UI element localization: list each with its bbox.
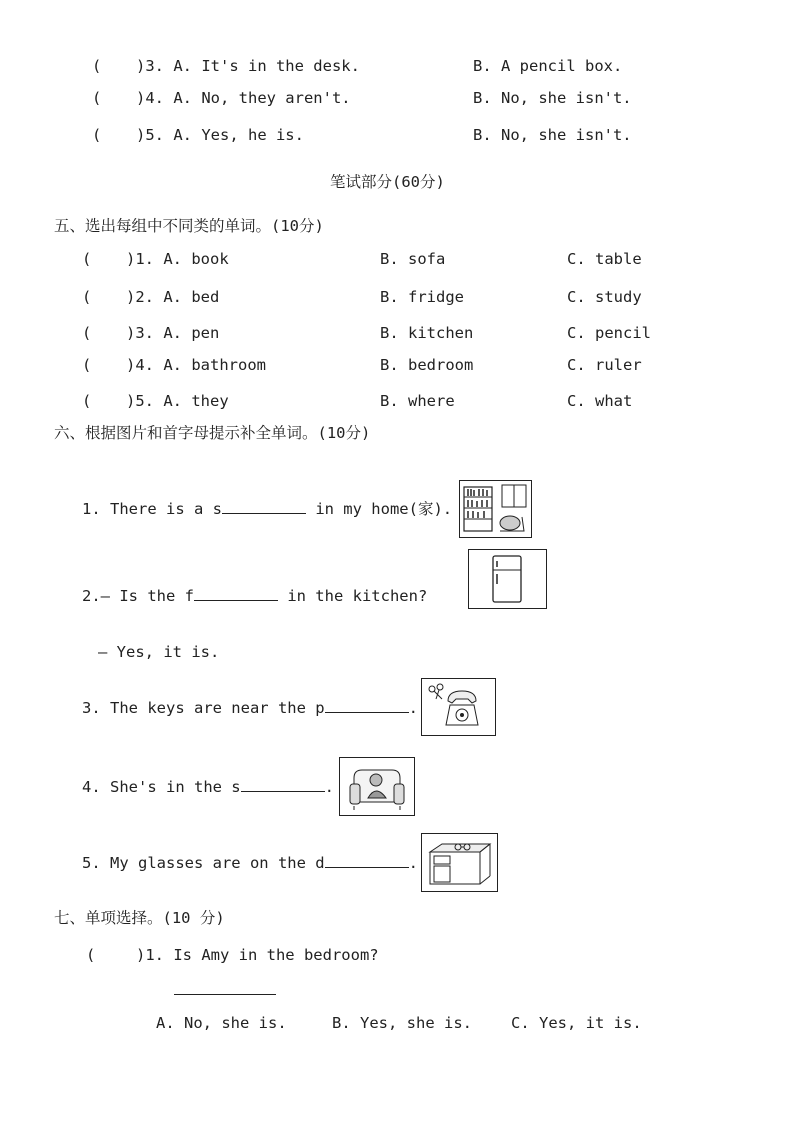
s5-q4-a: )4. A. bathroom (126, 356, 266, 374)
s5-q2-c: C. study (567, 288, 642, 306)
s6-q3-suffix: . (408, 699, 418, 717)
s7-paren-1: ( (86, 946, 96, 964)
s6-q5-suffix: . (408, 854, 418, 872)
section6-title: 六、根据图片和首字母提示补全单词。(10分) (54, 424, 371, 442)
s6-q2-suffix: in the kitchen? (277, 587, 428, 605)
listening-q5-b: B. No, she isn't. (473, 126, 632, 144)
s6-q3 (82, 698, 418, 718)
s6-q5 (82, 853, 418, 873)
s5-q2-b: B. fridge (380, 288, 464, 306)
s6-q4-blank[interactable] (241, 777, 325, 792)
s6-q1-blank[interactable] (222, 499, 306, 514)
s6-q1-prompt: 1. There is a s (82, 500, 222, 518)
s7-option-b: B. Yes, she is. (332, 1014, 472, 1032)
s6-q1-suffix: in my home(家). (305, 500, 453, 518)
s6-q4-suffix: . (324, 778, 334, 796)
s5-q5-b: B. where (380, 392, 455, 410)
s6-q3-blank[interactable] (325, 698, 409, 713)
fridge-picture (468, 549, 547, 609)
s5-paren-5: ( (82, 392, 92, 410)
s5-q1-c: C. table (567, 250, 642, 268)
s5-q4-b: B. bedroom (380, 356, 474, 374)
s5-q3-a: )3. A. pen (126, 324, 220, 342)
s7-option-c: C. Yes, it is. (511, 1014, 642, 1032)
s5-q3-c: C. pencil (567, 324, 651, 342)
s6-q2-blank[interactable] (194, 586, 278, 601)
section5-title: 五、选出每组中不同类的单词。(10分) (54, 217, 324, 235)
listening-q4-b: B. No, she isn't. (473, 89, 632, 107)
listening-q5-a: )5. A. Yes, he is. (136, 126, 304, 144)
s5-paren-3: ( (82, 324, 92, 342)
s5-q3-b: B. kitchen (380, 324, 474, 342)
listening-q3-a: )3. A. It's in the desk. (136, 57, 360, 75)
s5-q5-a: )5. A. they (126, 392, 229, 410)
s7-option-a: A. No, she is. (156, 1014, 287, 1032)
s6-q3-prompt: 3. The keys are near the p (82, 699, 325, 717)
listening-paren-3: ( (92, 57, 102, 75)
listening-q3-b: B. A pencil box. (473, 57, 623, 75)
study-room-picture (459, 480, 532, 538)
s7-q1: )1. Is Amy in the bedroom? (136, 946, 379, 964)
s5-paren-4: ( (82, 356, 92, 374)
phone-picture (421, 678, 496, 736)
s5-paren-1: ( (82, 250, 92, 268)
s5-paren-2: ( (82, 288, 92, 306)
s6-q4-prompt: 4. She's in the s (82, 778, 241, 796)
s6-q2 (82, 586, 427, 606)
s6-q2-prompt: 2.— Is the f (82, 587, 194, 605)
s6-q5-prompt: 5. My glasses are on the d (82, 854, 325, 872)
written-part-title: 笔试部分(60分) (330, 173, 445, 191)
s5-q1-a: )1. A. book (126, 250, 229, 268)
listening-q4-a: )4. A. No, they aren't. (136, 89, 351, 107)
s5-q4-c: C. ruler (567, 356, 642, 374)
s6-q5-blank[interactable] (325, 853, 409, 868)
s6-q2-answer: — Yes, it is. (98, 643, 220, 661)
listening-paren-5: ( (92, 126, 102, 144)
section7-title: 七、单项选择。(10 分) (54, 909, 225, 927)
listening-paren-4: ( (92, 89, 102, 107)
s5-q5-c: C. what (567, 392, 633, 410)
s7-q1-answer-blank[interactable] (174, 980, 276, 995)
sofa-picture (339, 757, 415, 816)
s6-q4 (82, 777, 334, 797)
s6-q1 (82, 499, 452, 519)
s5-q1-b: B. sofa (380, 250, 446, 268)
s5-q2-a: )2. A. bed (126, 288, 220, 306)
desk-picture (421, 833, 498, 892)
